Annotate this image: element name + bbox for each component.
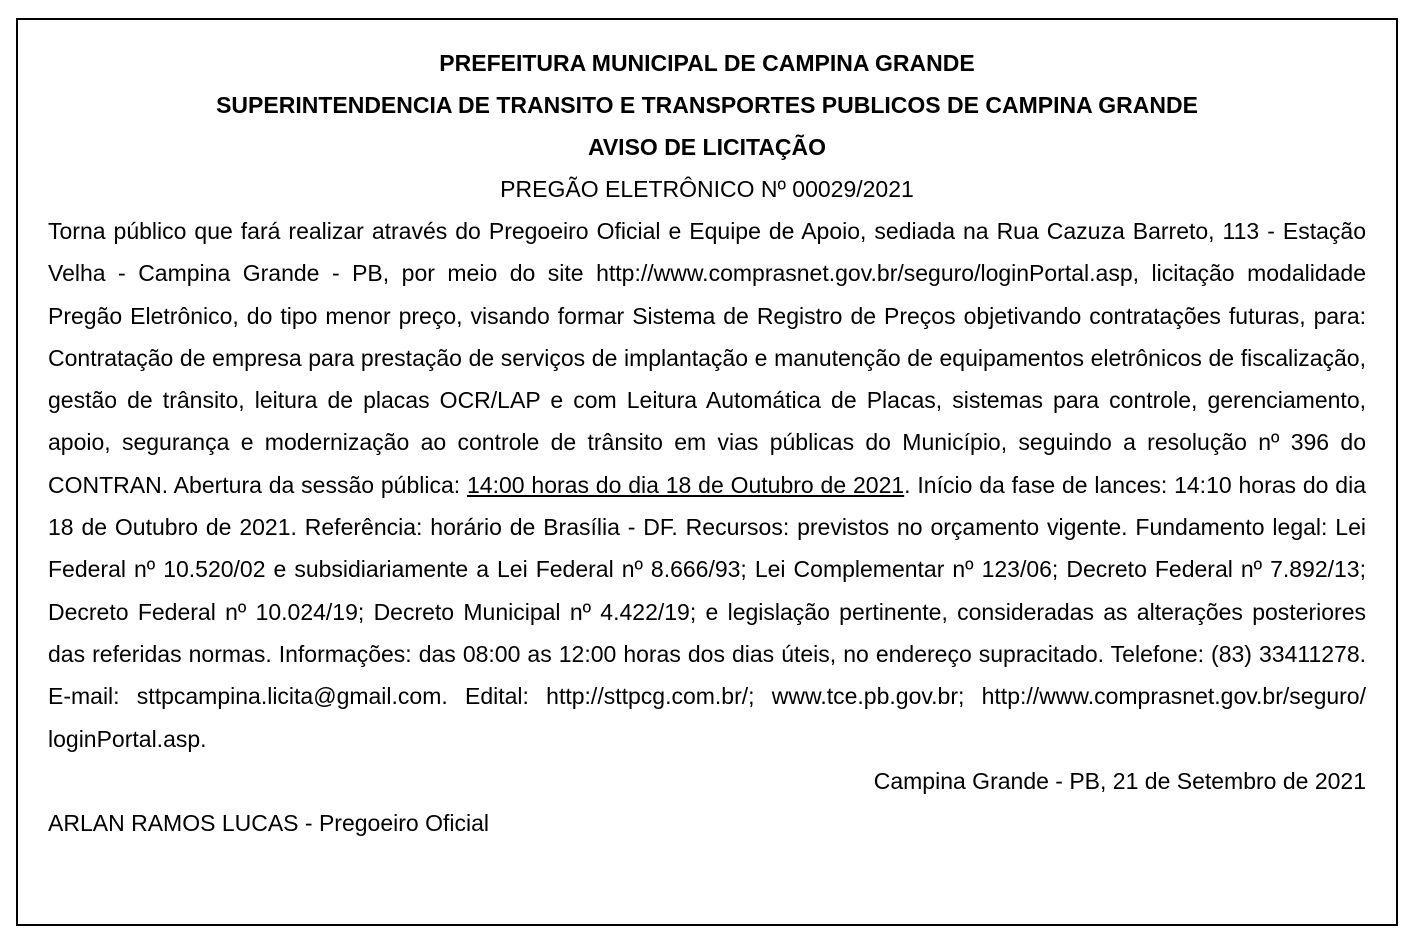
- notice-frame: [16, 18, 1398, 926]
- body-text-part2: . Início da fase de lances: 14:10 horas do dia 18 de Outubro de 2021. Referência: horário de Brasília - DF. Recursos: previstos no orçamento vigente. Fundamento legal: Lei Federal nº 10.520/02 e subsidiariamente a Lei Federal nº 8.666/93; Lei Complementar nº 123/06; Decreto Federal nº 7.892/13; Decreto Federal nº 10.024/19; Decreto Municipal nº 4.422/19; e legislação pertinente, consideradas as alterações posteriores das referidas normas. Informações: das 08:00 as 12:00 horas dos dias úteis, no endereço supracitado. Telefone: (83) 33411278. E-mail: sttpcampina.licita@gmail.com. Edital: http://sttpcg.com.br/; www.tce.pb.gov.br; http://www.comprasnet.gov.br/seguro/ loginPortal.asp.: [48, 471, 1366, 752]
- notice-content: [48, 42, 1366, 844]
- session-opening-datetime: 14:00 horas do dia 18 de Outubro de 2021: [467, 471, 905, 498]
- signature-line: ARLAN RAMOS LUCAS - Pregoeiro Oficial: [48, 809, 489, 836]
- procurement-id: PREGÃO ELETRÔNICO Nº 00029/2021: [500, 176, 914, 202]
- header-agency: SUPERINTENDENCIA DE TRANSITO E TRANSPORTES PUBLICOS DE CAMPINA GRANDE: [216, 92, 1198, 118]
- notice-body: [48, 210, 1366, 760]
- date-line: Campina Grande - PB, 21 de Setembro de 2021: [873, 767, 1366, 794]
- header-municipality: PREFEITURA MUNICIPAL DE CAMPINA GRANDE: [439, 50, 975, 76]
- body-text-part1: Torna público que fará realizar através do Pregoeiro Oficial e Equipe de Apoio, sediada na Rua Cazuza Barreto, 113 - Estação Velha - Campina Grande - PB, por meio do site http://www.comprasnet.gov.br/seguro/loginPortal.asp, licitação modalidade Pregão Eletrônico, do tipo menor preço, visando formar Sistema de Registro de Preços objetivando contratações futuras, para: Contratação de empresa para prestação de serviços de implantação e manutenção de equipamentos eletrônicos de fiscalização, gestão de trânsito, leitura de placas OCR/LAP e com Leitura Automática de Placas, sistemas para controle, gerenciamento, apoio, segurança e modernização ao controle de trânsito em vias públicas do Município, seguindo a resolução nº 396 do CONTRAN. Abertura da sessão pública:: [48, 218, 1366, 498]
- header-notice-title: AVISO DE LICITAÇÃO: [587, 134, 827, 160]
